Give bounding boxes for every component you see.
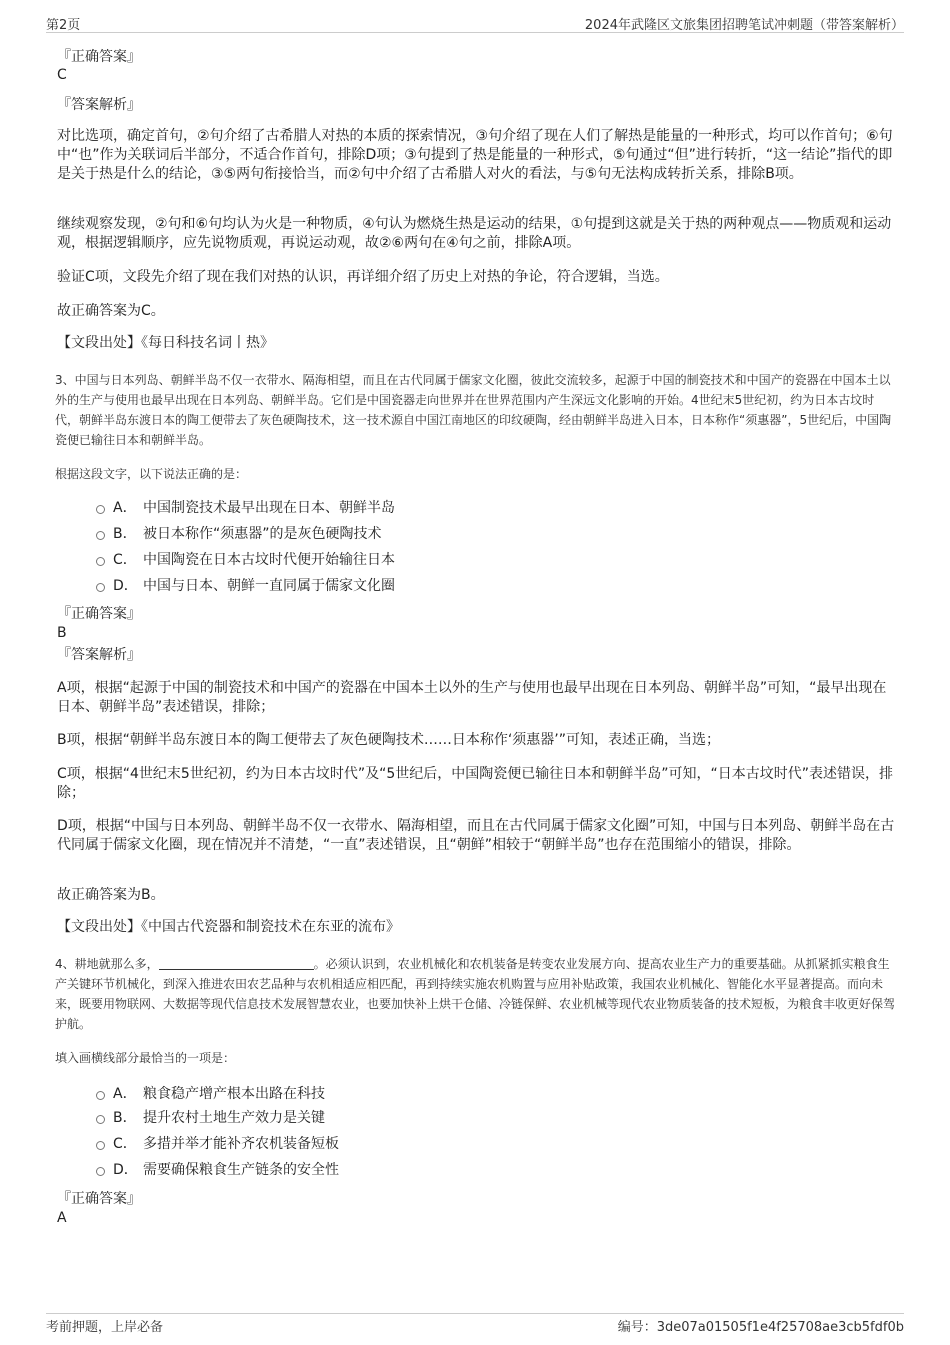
document-id: 编号：3de07a01505f1e4f25708ae3cb5fdf0b [617, 1320, 904, 1335]
q3-answer-label: 『正确答案』 [57, 606, 141, 622]
q3-prompt: 根据这段文字，以下说法正确的是： [55, 467, 248, 481]
radio-icon[interactable] [96, 531, 105, 540]
page-footer [46, 1313, 904, 1336]
q3-answer: B [57, 625, 67, 641]
radio-icon[interactable] [96, 557, 105, 566]
q3-option-a[interactable]: A． 中国制瓷技术最早出现在日本、朝鲜半岛 [96, 498, 395, 518]
q3-option-b[interactable]: B． 被日本称作“须惠器”的是灰色硬陶技术 [96, 524, 382, 544]
q3-source: 【文段出处】《中国古代瓷器和制瓷技术在东亚的流布》 [57, 919, 400, 935]
q4-answer: A [57, 1210, 67, 1226]
q2-answer: C [57, 67, 67, 83]
document-title: 2024年武隆区文旅集团招聘笔试冲刺题（带答案解析） [584, 18, 904, 33]
q3-analysis-b: B项，根据“朝鲜半岛东渡日本的陶工便带去了灰色硬陶技术……日本称作‘须惠器’”可知，表述正确，当选； [57, 732, 721, 748]
q4-option-b[interactable]: B． 提升农村土地生产效力是关键 [96, 1108, 325, 1128]
q4-answer-label: 『正确答案』 [57, 1191, 141, 1207]
q2-conclusion: 故正确答案为C。 [57, 303, 165, 319]
q2-analysis-p2: 继续观察发现，②句和⑥句均认为火是一种物质，④句认为燃烧生热是运动的结果，①句提到这就是关于热的两种观点——物质观和运动观，根据逻辑顺序，应先说物质观，再说运动观，故②⑥两句在④句之前，排除A项。 [57, 216, 892, 251]
blank-line [159, 957, 314, 970]
radio-icon[interactable] [96, 1141, 105, 1150]
q3-option-d[interactable]: D． 中国与日本、朝鲜一直同属于儒家文化圈 [96, 576, 395, 596]
page-header [46, 14, 904, 33]
q4-option-a[interactable]: A． 粮食稳产增产根本出路在科技 [96, 1084, 325, 1104]
q2-analysis-p3: 验证C项，文段先介绍了现在我们对热的认识，再详细介绍了历史上对热的争论，符合逻辑，当选。 [57, 269, 669, 285]
q2-answer-label: 『正确答案』 [57, 49, 141, 65]
q3-analysis-a: A项，根据“起源于中国的制瓷技术和中国产的瓷器在中国本土以外的生产与使用也最早出现在日本列岛、朝鲜半岛”可知，“最早出现在日本、朝鲜半岛”表述错误，排除； [57, 680, 887, 715]
q3-analysis-c: C项，根据“4世纪末5世纪初，约为日本古坟时代”及“5世纪后，中国陶瓷便已输往日本和朝鲜半岛”可知，“日本古坟时代”表述错误，排除； [57, 766, 894, 801]
q4-option-d[interactable]: D． 需要确保粮食生产链条的安全性 [96, 1160, 339, 1180]
footer-slogan: 考前押题，上岸必备 [46, 1320, 164, 1335]
q3-analysis-d: D项，根据“中国与日本列岛、朝鲜半岛不仅一衣带水、隔海相望，而且在古代同属于儒家文化圈”可知，中国与日本列岛、朝鲜半岛在古代同属于儒家文化圈，现在情况并不清楚，“一直”表述错误，且“朝鲜”相较于“朝鲜半岛”也存在范围缩小的错误，排除。 [57, 818, 895, 853]
q4-stem: 4、耕地就那么多， 。必须认识到，农业机械化和农机装备是转变农业发展方向、提高农业生产力的重要基础。从抓紧抓实粮食生产关键环节机械化，到深入推进农田农艺品种与农机相适应相匹配，再到持续实施农机购置与应用补贴政策，我国农业机械化、智能化水平显著提高。而向未来，既要用物联网、大数据等现代信息技术发展智慧农业，也要加快补上烘干仓储、冷链保鲜、农业机械等现代农业物质装备的技术短板，为粮食丰收更好保驾护航。 [55, 957, 896, 1031]
radio-icon[interactable] [96, 583, 105, 592]
page-number: 第2页 [46, 18, 81, 33]
q3-conclusion: 故正确答案为B。 [57, 887, 165, 903]
radio-icon[interactable] [96, 1167, 105, 1176]
radio-icon[interactable] [96, 1115, 105, 1124]
q3-stem: 3、中国与日本列岛、朝鲜半岛不仅一衣带水、隔海相望，而且在古代同属于儒家文化圈，彼此交流较多，起源于中国的制瓷技术和中国产的瓷器在中国本土以外的生产与使用也最早出现在日本列岛、朝鲜半岛。它们是中国瓷器走向世界并在世界范围内产生深远文化影响的开始。4世纪末5世纪初，约为日本古坟时代，朝鲜半岛东渡日本的陶工便带去了灰色硬陶技术，这一技术源自中国江南地区的印纹硬陶，经由朝鲜半岛进入日本，日本称作“须惠器”，5世纪后，中国陶瓷便已输往日本和朝鲜半岛。 [55, 373, 892, 447]
q2-analysis-label: 『答案解析』 [57, 97, 141, 113]
radio-icon[interactable] [96, 505, 105, 514]
q4-prompt: 填入画横线部分最恰当的一项是： [55, 1051, 236, 1065]
q2-source: 【文段出处】《每日科技名词丨热》 [57, 335, 274, 351]
q4-option-c[interactable]: C． 多措并举才能补齐农机装备短板 [96, 1134, 339, 1154]
q3-option-c[interactable]: C． 中国陶瓷在日本古坟时代便开始输往日本 [96, 550, 395, 570]
radio-icon[interactable] [96, 1091, 105, 1100]
q2-analysis-p1: 对比选项，确定首句，②句介绍了古希腊人对热的本质的探索情况，③句介绍了现在人们了解热是能量的一种形式，均可以作首句；⑥句中“也”作为关联词后半部分，不适合作首句，排除D项；③句提到了热是能量的一种形式，⑤句通过“但”进行转折，“这一结论”指代的即是关于热是什么的结论，③⑤两句衔接恰当，而②句中介绍了古希腊人对火的看法，与⑤句无法构成转折关系，排除B项。 [57, 128, 893, 182]
q3-analysis-label: 『答案解析』 [57, 647, 141, 663]
